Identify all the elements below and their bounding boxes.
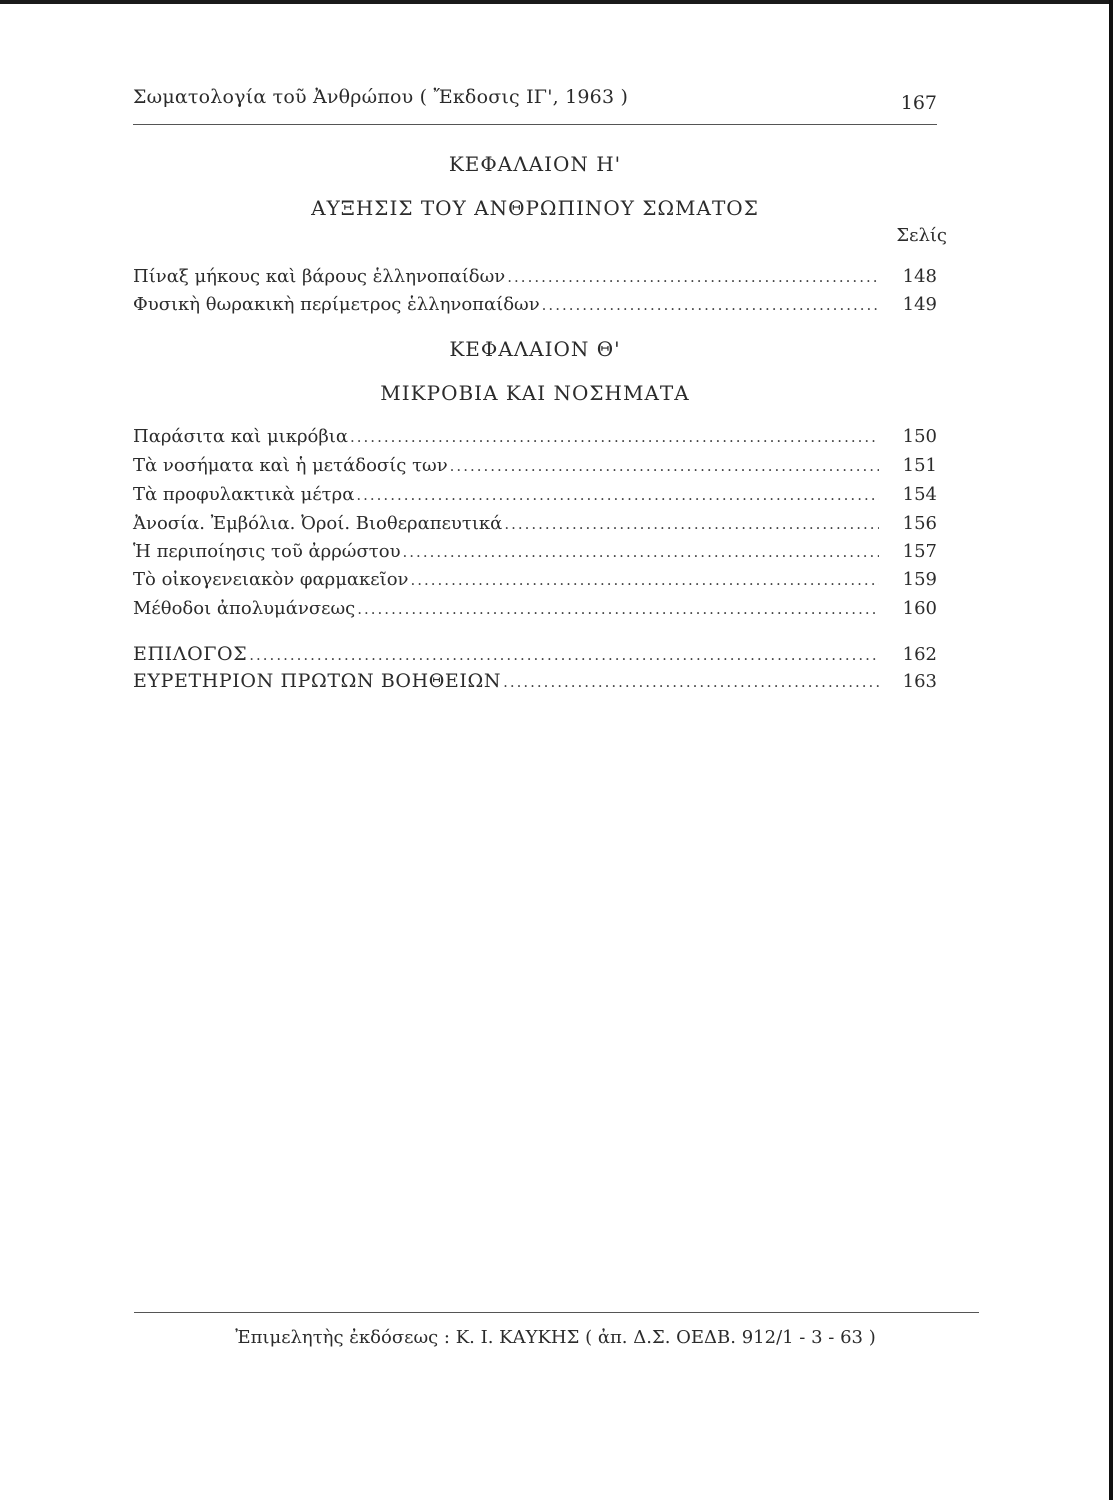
imprint-text: Ἐπιμελητὴς ἐκδόσεως : Κ. Ι. ΚΑΥΚΗΣ ( ἀπ. Δ.Σ. ΟΕΔΒ. 912/1 - 3 - 63 ) [235, 1327, 876, 1348]
toc-leader-dots [450, 455, 879, 477]
header-page-number: 167 [900, 92, 937, 114]
toc-entry [133, 513, 937, 535]
toc-entry [133, 598, 937, 620]
toc-entry-text: Ἡ περιποίησις τοῦ ἀρρώστου [133, 541, 401, 562]
toc-entry-text: Παράσιτα καὶ μικρόβια [133, 426, 348, 447]
toc-entry-page: 148 [902, 266, 937, 287]
running-header [133, 84, 937, 125]
toc-entry-page: 151 [902, 455, 937, 476]
toc-entry [133, 266, 937, 288]
toc-entry-page: 157 [902, 541, 937, 562]
toc-entry-text: Τὰ νοσήματα καὶ ἡ μετάδοσίς των [133, 455, 448, 476]
chapter-h-title: ΑΥΞΗΣΙΣ ΤΟΥ ΑΝΘΡΩΠΙΝΟΥ ΣΩΜΑΤΟΣ [311, 196, 759, 220]
toc-entry-page: 162 [902, 644, 937, 665]
page-column-label: Σελίς [896, 225, 947, 246]
toc-leader-dots [542, 294, 879, 316]
toc-leader-dots [410, 569, 879, 591]
toc-entry [133, 569, 937, 591]
toc-entry-page: 159 [902, 569, 937, 590]
footer-rule [134, 1312, 979, 1313]
toc-entry [133, 541, 937, 563]
toc-entry-text: Πίναξ μήκους καὶ βάρους ἑλληνοπαίδων [133, 266, 506, 287]
toc-leader-dots [403, 541, 879, 563]
toc-entry-page: 156 [902, 513, 937, 534]
toc-leader-dots [356, 484, 879, 506]
toc-entry [133, 643, 937, 666]
toc-entry-text: Τὸ οἰκογενειακὸν φαρμακεῖον [133, 569, 409, 590]
toc-entry [133, 484, 937, 506]
toc-leader-dots [507, 266, 879, 288]
chapter-th-label: ΚΕΦΑΛΑΙΟΝ Θ' [449, 337, 621, 361]
toc-leader-dots [503, 671, 879, 693]
toc-entry-page: 150 [902, 426, 937, 447]
chapter-h-label: ΚΕΦΑΛΑΙΟΝ Η' [448, 152, 622, 176]
toc-leader-dots [249, 644, 879, 666]
toc-leader-dots [504, 513, 879, 535]
toc-entry [133, 670, 937, 693]
toc-leader-dots [357, 598, 879, 620]
toc-entry-text: ΕΠΙΛΟΓΟΣ [133, 643, 248, 665]
toc-leader-dots [350, 426, 879, 448]
imprint-footer [118, 1312, 993, 1348]
chapter-th-title: ΜΙΚΡΟΒΙΑ ΚΑΙ ΝΟΣΗΜΑΤΑ [380, 381, 690, 405]
toc-entry-text: Ἀνοσία. Ἐμβόλια. Ὀροί. Βιοθεραπευτικά [133, 513, 503, 534]
toc-entry-text: ΕΥΡΕΤΗΡΙΟΝ ΠΡΩΤΩΝ ΒΟΗΘΕΙΩΝ [133, 670, 502, 692]
header-title: Σωματολογία τοῦ Ἀνθρώπου ( Ἔκδοσις ΙΓ', 1963 ) [133, 86, 629, 108]
toc-entry-page: 149 [902, 294, 937, 315]
page-right-edge [1109, 0, 1113, 1500]
toc-entry-page: 160 [902, 598, 937, 619]
toc-entry [133, 426, 937, 448]
toc-entry-page: 163 [902, 671, 937, 692]
toc-entry [133, 294, 937, 316]
toc-entry [133, 455, 937, 477]
toc-entry-text: Μέθοδοι ἀπολυμάνσεως [133, 598, 356, 619]
toc-entry-text: Φυσικὴ θωρακικὴ περίμετρος ἑλληνοπαίδων [133, 294, 540, 315]
toc-entry-page: 154 [902, 484, 937, 505]
page-top-edge [0, 0, 1113, 4]
toc-entry-text: Τὰ προφυλακτικὰ μέτρα [133, 484, 355, 505]
